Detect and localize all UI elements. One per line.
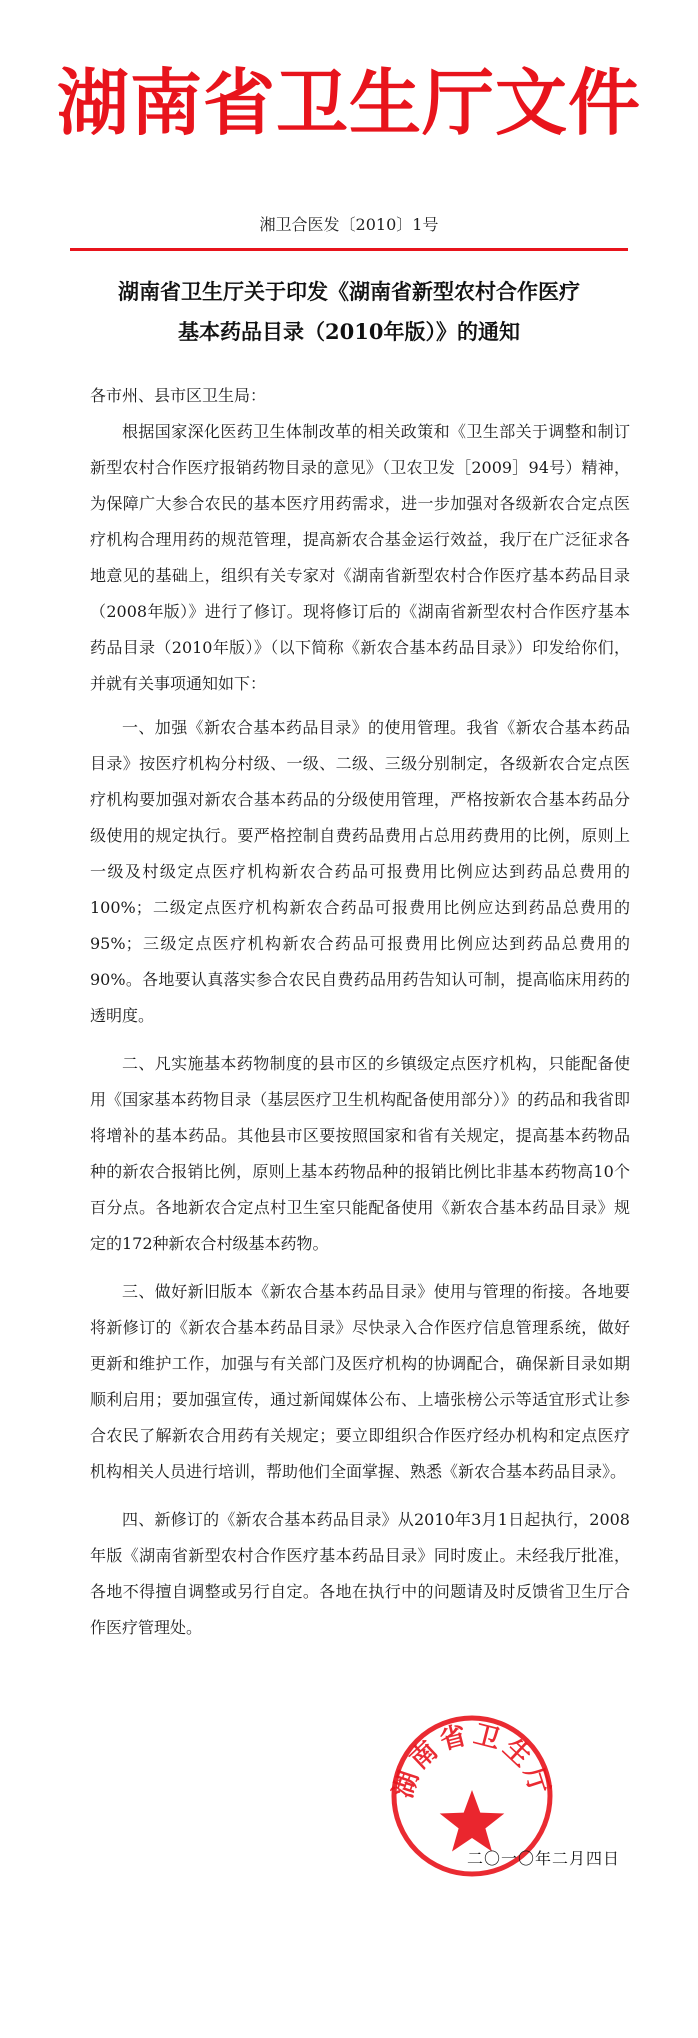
paragraph-item-3: 三、做好新旧版本《新农合基本药品目录》使用与管理的衔接。各地要将新修订的《新农合基本药品目录》尽快录入合作医疗信息管理系统，做好更新和维护工作，加强与有关部门及医疗机构的协调配合，确保新目录如期顺利启用；要加强宣传，通过新闻媒体公布、上墙张榜公示等适宜形式让参合农民了解新农合用药有关规定；要立即组织合作医疗经办机构和定点医疗机构相关人员进行培训，帮助他们全面掌握、熟悉《新农合基本药品目录》。	[90, 1282, 630, 1481]
seal-text: 湖南省卫生厅	[388, 1719, 556, 1802]
notice-title-line-1: 湖南省卫生厅关于印发《湖南省新型农村合作医疗	[118, 279, 580, 304]
seal-star	[440, 1790, 505, 1852]
signature-date: 二〇一〇年二月四日	[466, 1849, 620, 1868]
salutation: 各市州、县市区卫生局：	[90, 386, 267, 405]
notice-title-line-2: 基本药品目录（2010年版）》的通知	[178, 319, 520, 344]
paragraph-item-1: 一、加强《新农合基本药品目录》的使用管理。我省《新农合基本药品目录》按医疗机构分村级、一级、二级、三级分别制定，各级新农合定点医疗机构要加强对新农合基本药品的分级使用管理，严格按新农合基本药品分级使用的规定执行。要严格控制自费药品费用占总用药费用的比例，原则上一级及村级定点医疗机构新农合药品可报费用比例应达到药品总费用的100%；二级定点医疗机构新农合药品可报费用比例应达到药品总费用的95%；三级定点医疗机构新农合药品可报费用比例应达到药品总费用的90%。各地要认真落实参合农民自费药品用药告知认可制，提高临床用药的透明度。	[90, 718, 630, 1025]
paragraph-intro: 根据国家深化医药卫生体制改革的相关政策和《卫生部关于调整和制订新型农村合作医疗报销药物目录的意见》（卫农卫发［2009］94号）精神，为保障广大参合农民的基本医疗用药需求，进一步加强对各级新农合定点医疗机构合理用药的规范管理，提高新农合基金运行效益，我厅在广泛征求各地意见的基础上，组织有关专家对《湖南省新型农村合作医疗基本药品目录（2008年版）》进行了修订。现将修订后的《湖南省新型农村合作医疗基本药品目录（2010年版）》（以下简称《新农合基本药品目录》）印发给你们，并就有关事项通知如下：	[90, 422, 630, 693]
document-number: 湘卫合医发〔2010〕1号	[259, 215, 439, 234]
red-divider-line	[70, 248, 628, 251]
notice-body	[90, 378, 630, 1646]
notice-title	[70, 272, 628, 352]
paragraph-item-4: 四、新修订的《新农合基本药品目录》从2010年3月1日起执行，2008年版《湖南省新型农村合作医疗基本药品目录》同时废止。未经我厅批准，各地不得擅自调整或另行自定。各地在执行中的问题请及时反馈省卫生厅合作医疗管理处。	[90, 1510, 630, 1637]
letterhead-title: 湖南省卫生厅文件	[56, 60, 641, 145]
paragraph-item-2: 二、凡实施基本药物制度的县市区的乡镇级定点医疗机构，只能配备使用《国家基本药物目录（基层医疗卫生机构配备使用部分）》的药品和我省即将增补的基本药品。其他县市区要按照国家和省有关规定，提高基本药物品种的新农合报销比例，原则上基本药物品种的报销比例比非基本药物高10个百分点。各地新农合定点村卫生室只能配备使用《新农合基本药品目录》规定的172种新农合村级基本药物。	[90, 1054, 630, 1253]
